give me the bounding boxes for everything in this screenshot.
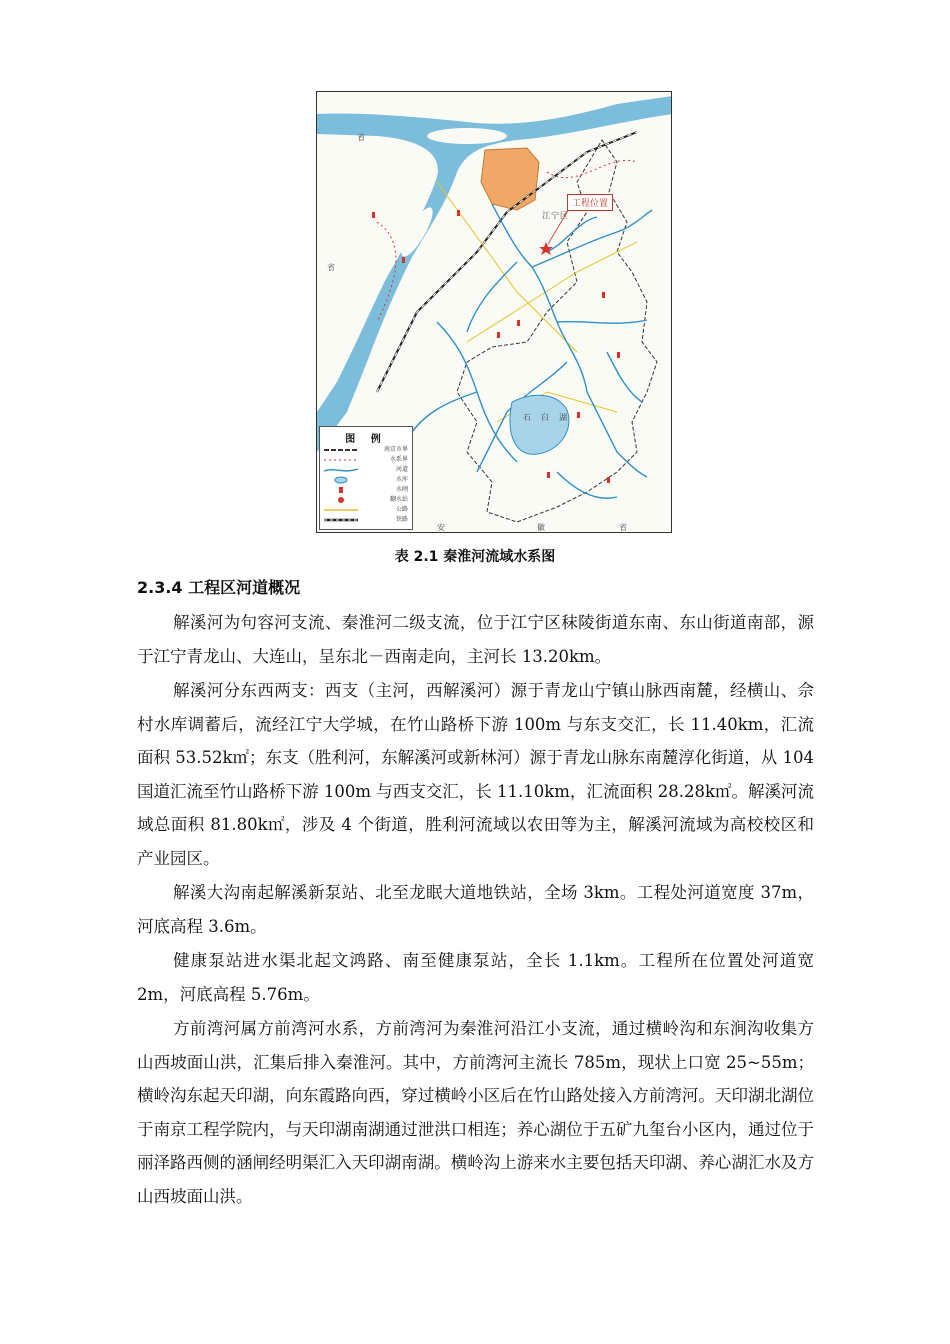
legend-item: 河道 bbox=[320, 465, 412, 475]
paragraph: 解溪河分东西两支：西支（主河，西解溪河）源于青龙山宁镇山脉西南麓，经横山、佘村水库调蓄后，流经江宁大学城，在竹山路桥下游 100m 与东支交汇，长 11.40km，汇流面积 53.52k㎡；东支（胜利河，东解溪河或新林河）源于青龙山脉东南麓淳化街道，从 104 国道汇流至竹山路桥下游 100m 与西支交汇，长 11.10km，汇流面积 28.28k㎡。解溪河流域总面积 81.80k㎡，涉及 4 个街道，胜利河流域以农田等为主，解溪河流域为高校校区和产业园区。 bbox=[137, 681, 814, 868]
figure-caption: 表 2.1 秦淮河流域水系图 bbox=[394, 549, 556, 565]
urban-area bbox=[481, 148, 539, 210]
map-label: 区 bbox=[560, 211, 568, 220]
legend-item: 公路 bbox=[395, 506, 408, 513]
map-label: 徽 bbox=[537, 523, 545, 532]
map-legend bbox=[319, 426, 413, 530]
legend-item: 水库 bbox=[320, 475, 412, 485]
map-label: 省 bbox=[327, 263, 335, 272]
paragraph: 解溪大沟南起解溪新泵站、北至龙眠大道地铁站，全场 3km。工程处河道宽度 37m，河底高程 3.6m。 bbox=[137, 883, 814, 936]
city-boundary bbox=[457, 140, 657, 522]
watershed-map bbox=[316, 91, 672, 533]
map-label: 臼 bbox=[541, 413, 549, 422]
map-label: 石 bbox=[523, 413, 531, 422]
paragraph: 健康泵站进水渠北起文鸿路、南至健康泵站，全长 1.1km。工程所在位置处河道宽 2m，河底高程 5.76m。 bbox=[137, 951, 814, 1004]
section-heading: 2.3.4 工程区河道概况 bbox=[137, 578, 301, 597]
legend-item: 南京市界 bbox=[383, 446, 408, 453]
legend-item: 铁路 bbox=[395, 516, 408, 523]
map-label: 湖 bbox=[559, 413, 567, 422]
map-label: 宁 bbox=[551, 211, 559, 220]
project-location-star bbox=[539, 242, 553, 255]
map-label: 省 bbox=[357, 133, 365, 142]
project-location-callout: 工程位置 bbox=[567, 194, 613, 211]
map-label: 江 bbox=[542, 211, 550, 220]
shijiu-lake bbox=[510, 395, 569, 454]
paragraph: 方前湾河属方前湾河水系，方前湾河为秦淮河沿江小支流，通过横岭沟和东涧沟收集方山西坡面山洪，汇集后排入秦淮河。其中，方前湾河主流长 785m，现状上口宽 25~55m；横岭沟东起天印湖，向东霞路向西，穿过横岭小区后在竹山路处接入方前湾河。天印湖北湖位于南京工程学院内，与天印湖南湖通过泄洪口相连；养心湖位于五矿九玺台小区内，通过位于丽泽路西侧的涵闸经明渠汇入天印湖南湖。横岭沟上游来水主要包括天印湖、养心湖汇水及方山西坡面山洪。 bbox=[137, 1019, 814, 1206]
legend-item: 翻水站 bbox=[320, 495, 412, 505]
map-label: 安 bbox=[437, 523, 445, 532]
legend-item: 水闸 bbox=[320, 485, 412, 495]
map-label: 省 bbox=[619, 523, 627, 532]
legend-item: 水系界 bbox=[389, 456, 408, 463]
legend-title: 图 例 bbox=[345, 434, 387, 445]
paragraph: 解溪河为句容河支流、秦淮河二级支流，位于江宁区秣陵街道东南、东山街道南部，源于江宁青龙山、大连山，呈东北－西南走向，主河长 13.20km。 bbox=[137, 613, 814, 666]
